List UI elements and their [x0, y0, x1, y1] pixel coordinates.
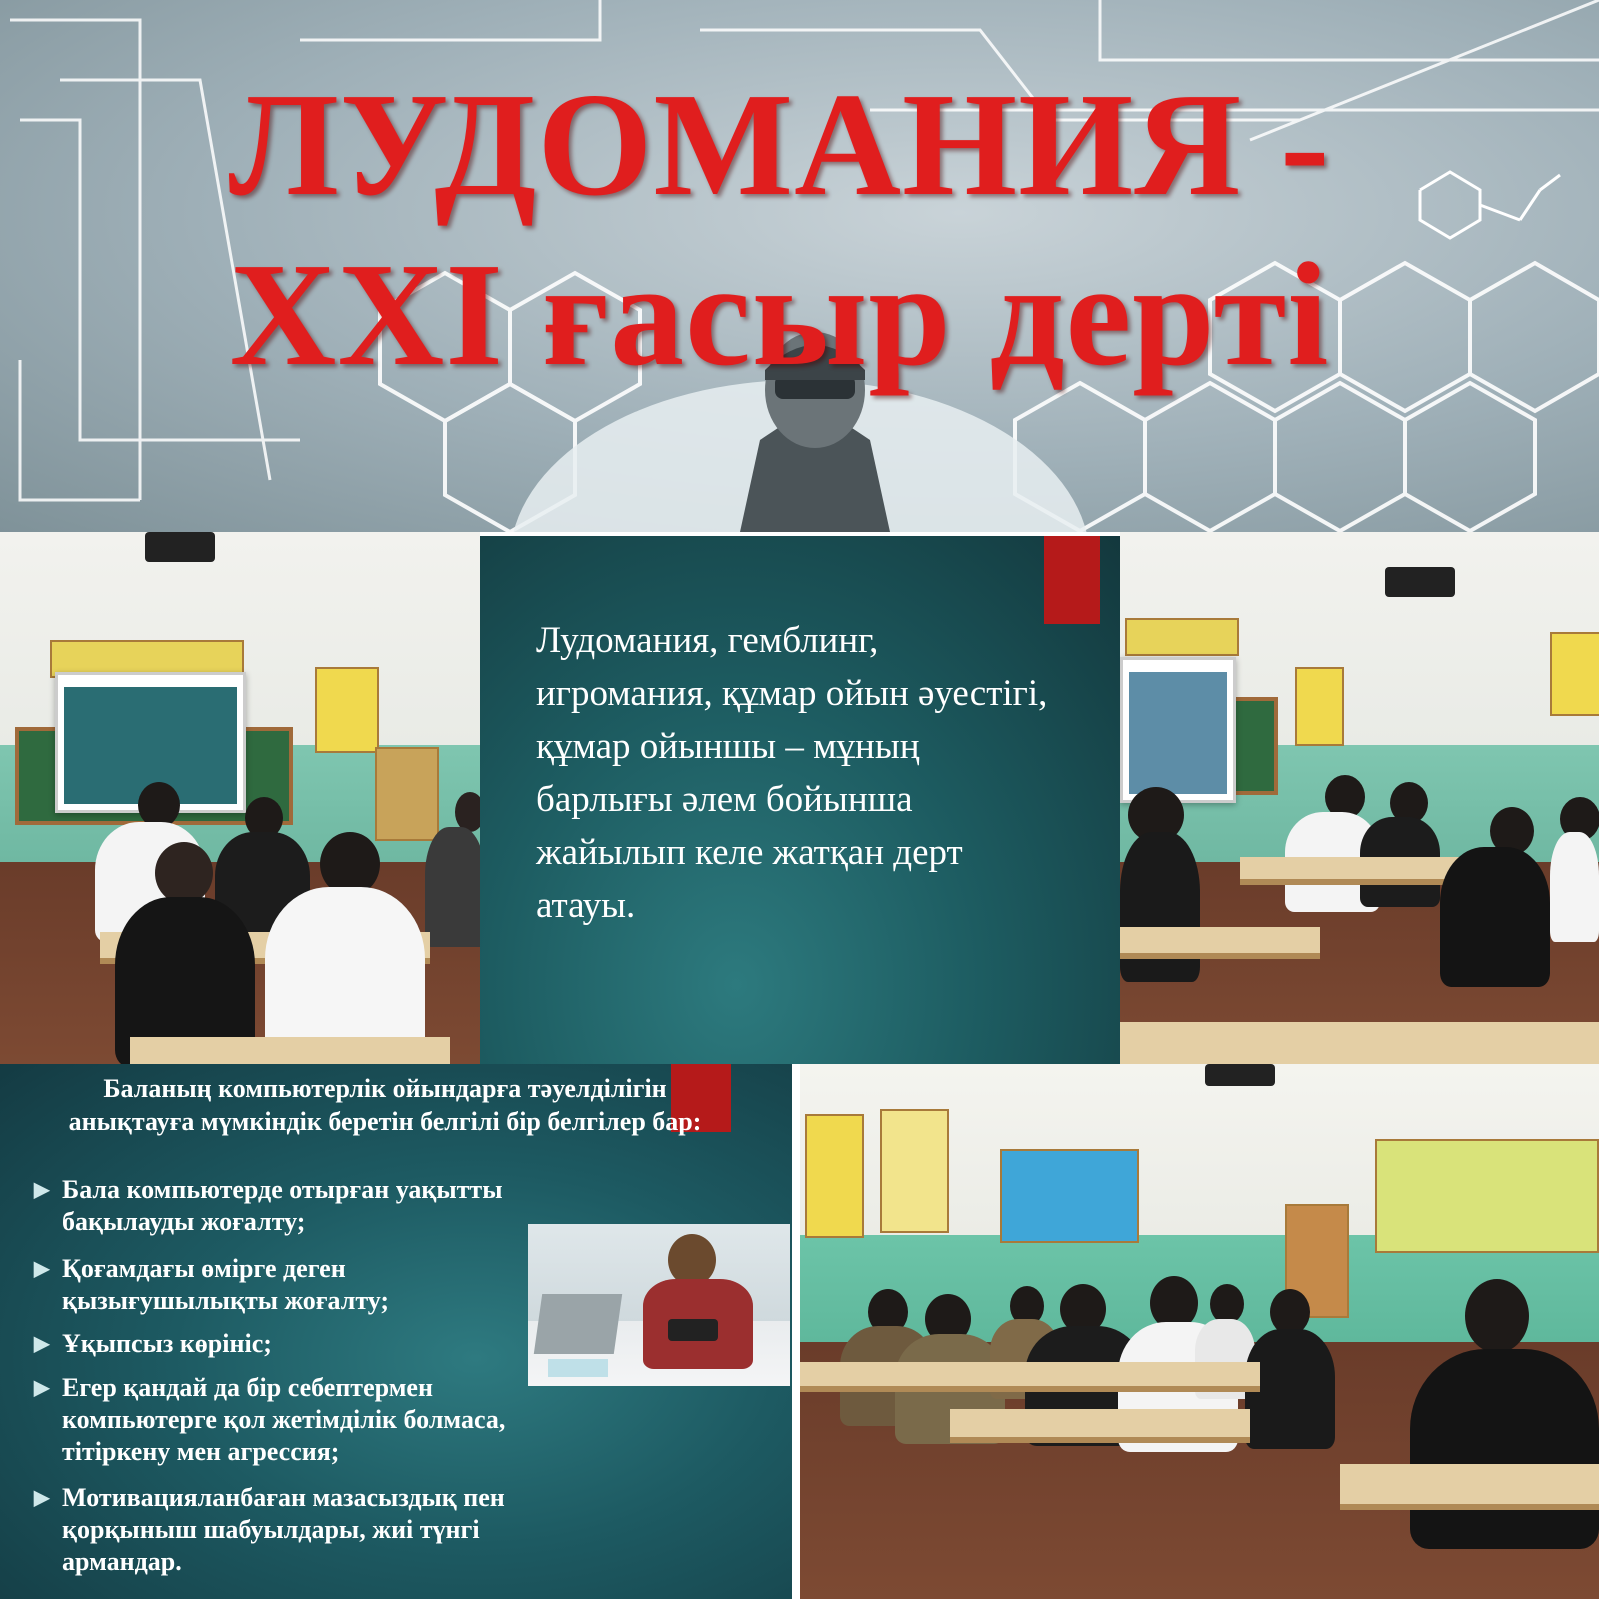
- desk: [1340, 1464, 1599, 1510]
- student: [425, 827, 480, 947]
- slide-symptoms: [0, 1064, 792, 1599]
- triangle-bullet-icon: ▶: [34, 1377, 50, 1399]
- desk: [950, 1409, 1250, 1443]
- wall-poster: [315, 667, 379, 753]
- projection-screen: [1120, 657, 1236, 803]
- slide-symptoms-heading: Баланың компьютерлік ойындарға тәуелділігін анықтауға мүмкіндік беретін белгілі бір белгілер бар:: [68, 1074, 702, 1136]
- triangle-bullet-icon: ▶: [34, 1258, 50, 1280]
- desk: [130, 1037, 450, 1064]
- wall-poster: [805, 1114, 864, 1238]
- projector: [1385, 567, 1455, 597]
- kazakhstan-map-poster: [1375, 1139, 1599, 1253]
- banner-title-line-2: XXI ғасыр дерті: [229, 233, 1330, 397]
- symptom-bullet: ▶ Мотивацияланбаған мазасыздық пен қорқыныш шабуылдары, жиі түнгі армандар.: [34, 1483, 505, 1576]
- student: [1440, 847, 1550, 987]
- wall-poster: [1000, 1149, 1139, 1243]
- wall-poster: [880, 1109, 949, 1233]
- wall-poster: [1295, 667, 1344, 746]
- desk: [800, 1362, 1260, 1392]
- desk: [1120, 1022, 1599, 1064]
- phone: [668, 1319, 718, 1341]
- classroom-photo-1: [0, 532, 480, 1064]
- laptop: [534, 1294, 622, 1354]
- student: [1120, 832, 1200, 982]
- projector: [145, 532, 215, 562]
- symptom-bullet: ▶ Бала компьютерде отырған уақытты бақылауды жоғалту;: [34, 1175, 503, 1236]
- student: [1550, 832, 1599, 942]
- red-accent-block: [1044, 536, 1100, 624]
- classroom-photo-2: [1120, 532, 1599, 1064]
- triangle-bullet-icon: ▶: [34, 1487, 50, 1509]
- triangle-bullet-icon: ▶: [34, 1333, 50, 1355]
- sticky-notes: [548, 1359, 608, 1377]
- wall-poster: [1550, 632, 1599, 716]
- tiled-wall-panel: [375, 747, 439, 841]
- symptom-bullet: ▶ Қоғамдағы өмірге деген қызығушылықты жоғалту;: [34, 1254, 390, 1315]
- boy-playing-phone-photo: [528, 1224, 790, 1386]
- symptom-bullet: ▶ Ұқыпсыз көрініс;: [34, 1329, 272, 1358]
- portrait-banner: [1125, 618, 1239, 656]
- triangle-bullet-icon: ▶: [34, 1179, 50, 1201]
- slide-definition-text: Лудомания, гемблинг, игромания, құмар ойын әуестігі, құмар ойыншы – мұның барлығы әлем бойынша жайылып келе жатқан дерт атауы.: [536, 620, 1048, 926]
- classroom-photo-3: [800, 1064, 1599, 1599]
- symptom-bullet: ▶ Егер қандай да бір себептермен компьютерге қол жетімділік болмаса, тітіркену мен агрессия;: [34, 1373, 506, 1466]
- banner: [0, 0, 1599, 532]
- projector: [1205, 1064, 1275, 1086]
- desk: [1120, 927, 1320, 959]
- banner-title-line-1: ЛУДОМАНИЯ -: [228, 63, 1331, 227]
- slide-definition: [480, 536, 1120, 1064]
- student: [1410, 1349, 1599, 1549]
